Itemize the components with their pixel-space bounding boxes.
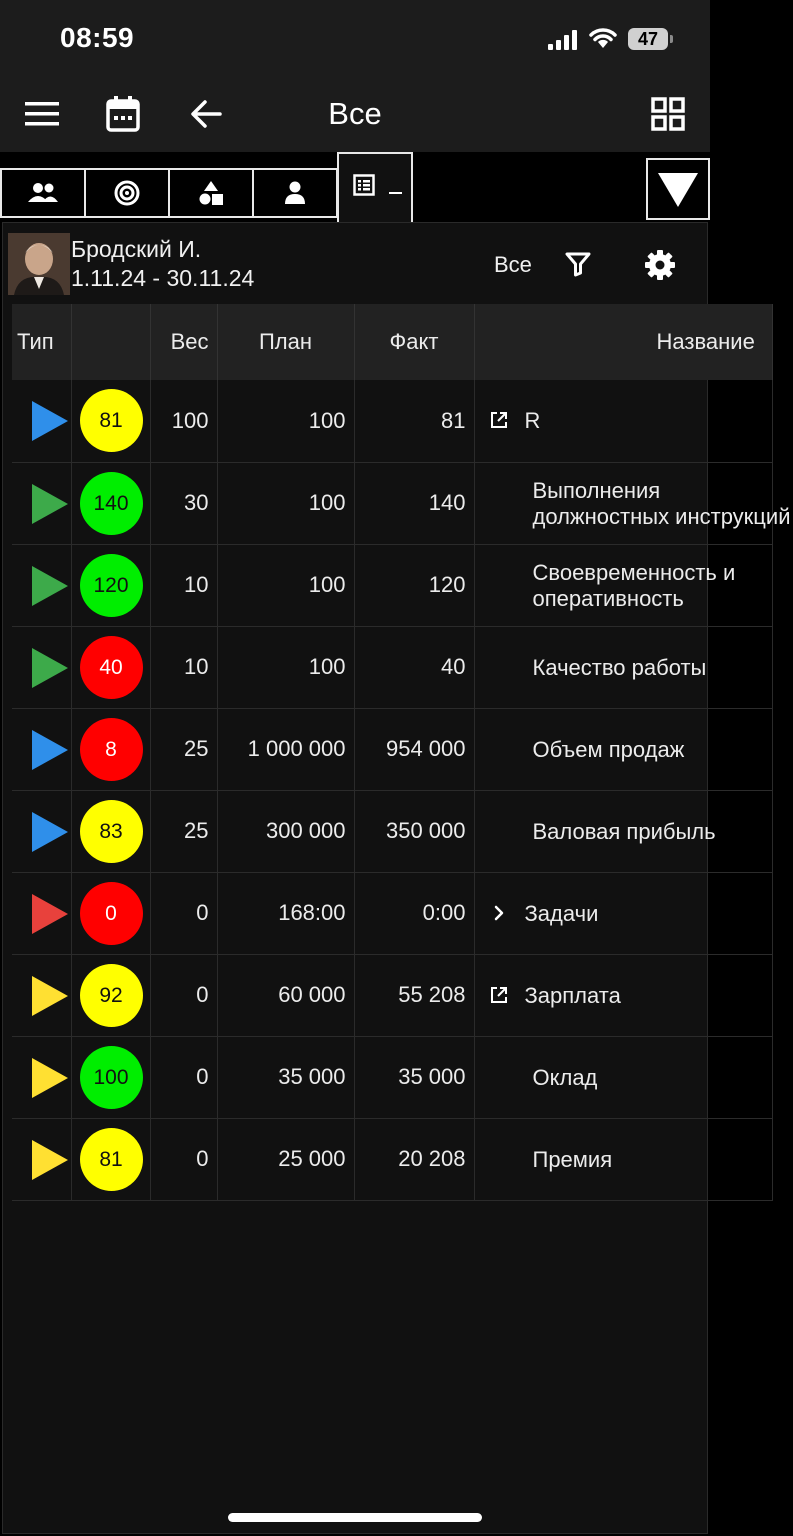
weight-cell: 0 (150, 1118, 217, 1200)
group-icon (28, 182, 58, 204)
play-triangle-icon (30, 400, 70, 442)
fact-cell: 55 208 (354, 954, 474, 1036)
tab-list-active[interactable] (337, 152, 413, 222)
fact-cell: 0:00 (354, 872, 474, 954)
name-cell[interactable] (474, 1036, 772, 1118)
person-name: Бродский И. (71, 236, 202, 262)
fact-cell: 81 (354, 380, 474, 462)
score-cell (71, 790, 150, 872)
column-header-weight[interactable]: Вес (150, 304, 217, 380)
battery-tip (670, 35, 673, 43)
table-row[interactable] (12, 790, 772, 872)
person-icon (284, 181, 306, 205)
type-cell (12, 544, 71, 626)
score-cell (71, 380, 150, 462)
name-cell[interactable] (474, 462, 791, 544)
list-icon (353, 174, 375, 196)
table-row[interactable] (12, 544, 772, 626)
play-triangle-icon (30, 729, 70, 771)
score-cell (71, 626, 150, 708)
kpi-name: Премия (532, 1146, 613, 1172)
score-cell (71, 544, 150, 626)
type-cell (12, 708, 71, 790)
plan-cell: 100 (217, 626, 354, 708)
type-cell (12, 462, 71, 544)
kpi-name: Выполнения должностных инструкций (532, 477, 791, 529)
kpi-name: Оклад (532, 1064, 598, 1090)
fact-cell: 120 (354, 544, 474, 626)
battery-indicator: 47 (628, 28, 668, 50)
kpi-name: Задачи (524, 900, 599, 926)
dropdown-button[interactable] (646, 158, 710, 220)
play-triangle-icon (30, 893, 70, 935)
calendar-icon[interactable] (103, 94, 143, 134)
plan-cell: 100 (217, 544, 354, 626)
tab-person[interactable] (252, 168, 338, 218)
kpi-name: Своевременность и оперативность (532, 559, 736, 611)
name-cell[interactable] (474, 708, 772, 790)
tab-team[interactable] (0, 168, 86, 218)
kpi-name: Валовая прибыль (532, 818, 716, 844)
weight-cell: 0 (150, 1036, 217, 1118)
table-header-row (12, 304, 772, 380)
score-cell (71, 954, 150, 1036)
fact-cell: 954 000 (354, 708, 474, 790)
target-icon (113, 179, 141, 207)
view-tabs (0, 152, 710, 222)
play-triangle-icon (30, 1057, 70, 1099)
weight-cell: 30 (150, 462, 217, 544)
table-row[interactable] (12, 708, 772, 790)
plan-cell: 100 (217, 462, 354, 544)
type-cell (12, 380, 71, 462)
weight-cell: 10 (150, 544, 217, 626)
external-link-icon (489, 985, 509, 1005)
score-badge: 83 (80, 800, 143, 863)
kpi-name: Зарплата (524, 982, 621, 1008)
column-header-type[interactable]: Тип (12, 304, 71, 380)
weight-cell: 100 (150, 380, 217, 462)
name-cell[interactable] (474, 790, 772, 872)
table-row[interactable] (12, 954, 772, 1036)
score-badge: 81 (80, 1128, 143, 1191)
filter-value[interactable]: Все (494, 252, 532, 277)
external-link-icon (489, 410, 509, 430)
play-triangle-icon (30, 975, 70, 1017)
score-badge: 100 (80, 1046, 143, 1109)
play-triangle-icon (30, 811, 70, 853)
score-badge: 8 (80, 718, 143, 781)
score-badge: 0 (80, 882, 143, 945)
weight-cell: 0 (150, 872, 217, 954)
status-time: 08:59 (60, 22, 135, 53)
kpi-name: Качество работы (532, 654, 707, 680)
type-cell (12, 790, 71, 872)
wifi-icon (587, 26, 619, 50)
gear-icon[interactable] (644, 249, 676, 281)
plan-cell: 35 000 (217, 1036, 354, 1118)
score-cell (71, 1036, 150, 1118)
fact-cell: 35 000 (354, 1036, 474, 1118)
avatar[interactable] (8, 233, 70, 295)
fact-cell: 140 (354, 462, 474, 544)
home-indicator[interactable] (228, 1513, 482, 1522)
column-header-plan[interactable]: План (217, 304, 354, 380)
play-triangle-icon (30, 1139, 70, 1181)
table-row[interactable] (12, 380, 772, 462)
back-arrow-icon[interactable] (186, 94, 226, 134)
score-cell (71, 708, 150, 790)
fact-cell: 350 000 (354, 790, 474, 872)
kpi-table (12, 304, 791, 1204)
name-cell[interactable] (474, 1118, 772, 1200)
score-cell (71, 462, 150, 544)
play-triangle-icon (30, 647, 70, 689)
name-cell[interactable] (474, 626, 772, 708)
period-range[interactable]: 1.11.24 - 30.11.24 (71, 265, 255, 291)
fact-cell: 20 208 (354, 1118, 474, 1200)
play-triangle-icon (30, 565, 70, 607)
type-cell (12, 872, 71, 954)
score-badge: 40 (80, 636, 143, 699)
table-row[interactable] (12, 1036, 772, 1118)
fact-cell: 40 (354, 626, 474, 708)
shapes-icon (198, 180, 224, 206)
plan-cell: 100 (217, 380, 354, 462)
triangle-down-icon (657, 172, 699, 208)
weight-cell: 0 (150, 954, 217, 1036)
weight-cell: 10 (150, 626, 217, 708)
plan-cell: 300 000 (217, 790, 354, 872)
status-bar (0, 0, 710, 80)
name-cell[interactable] (474, 380, 772, 462)
column-header-fact[interactable]: Факт (354, 304, 474, 380)
chevron-right-icon (489, 903, 509, 923)
table-row[interactable] (12, 872, 772, 954)
score-badge: 140 (80, 472, 143, 535)
score-cell (71, 872, 150, 954)
score-badge: 81 (80, 389, 143, 452)
name-cell[interactable] (474, 872, 772, 954)
tab-categories[interactable] (168, 168, 254, 218)
play-triangle-icon (30, 483, 70, 525)
type-cell (12, 954, 71, 1036)
table-row[interactable] (12, 1118, 772, 1200)
table-row[interactable] (12, 462, 772, 544)
column-header-name[interactable]: Название (474, 304, 772, 380)
score-badge: 92 (80, 964, 143, 1027)
page-title: Все (328, 96, 382, 131)
tab-target[interactable] (84, 168, 170, 218)
app-bar (0, 80, 710, 152)
column-header-score[interactable] (71, 304, 150, 380)
plan-cell: 1 000 000 (217, 708, 354, 790)
menu-icon[interactable] (22, 94, 62, 134)
filter-icon[interactable] (564, 250, 592, 278)
minimize-icon (389, 192, 402, 194)
plan-cell: 25 000 (217, 1118, 354, 1200)
weight-cell: 25 (150, 708, 217, 790)
score-cell (71, 1118, 150, 1200)
type-cell (12, 626, 71, 708)
plan-cell: 60 000 (217, 954, 354, 1036)
type-cell (12, 1118, 71, 1200)
score-badge: 120 (80, 554, 143, 617)
plan-cell: 168:00 (217, 872, 354, 954)
grid-view-icon[interactable] (648, 94, 688, 134)
cellular-signal-icon (548, 30, 578, 50)
type-cell (12, 1036, 71, 1118)
kpi-name: Объем продаж (532, 736, 685, 762)
name-cell[interactable] (474, 954, 772, 1036)
table-row[interactable] (12, 626, 772, 708)
kpi-name: R (524, 408, 541, 433)
name-cell[interactable] (474, 544, 772, 626)
weight-cell: 25 (150, 790, 217, 872)
